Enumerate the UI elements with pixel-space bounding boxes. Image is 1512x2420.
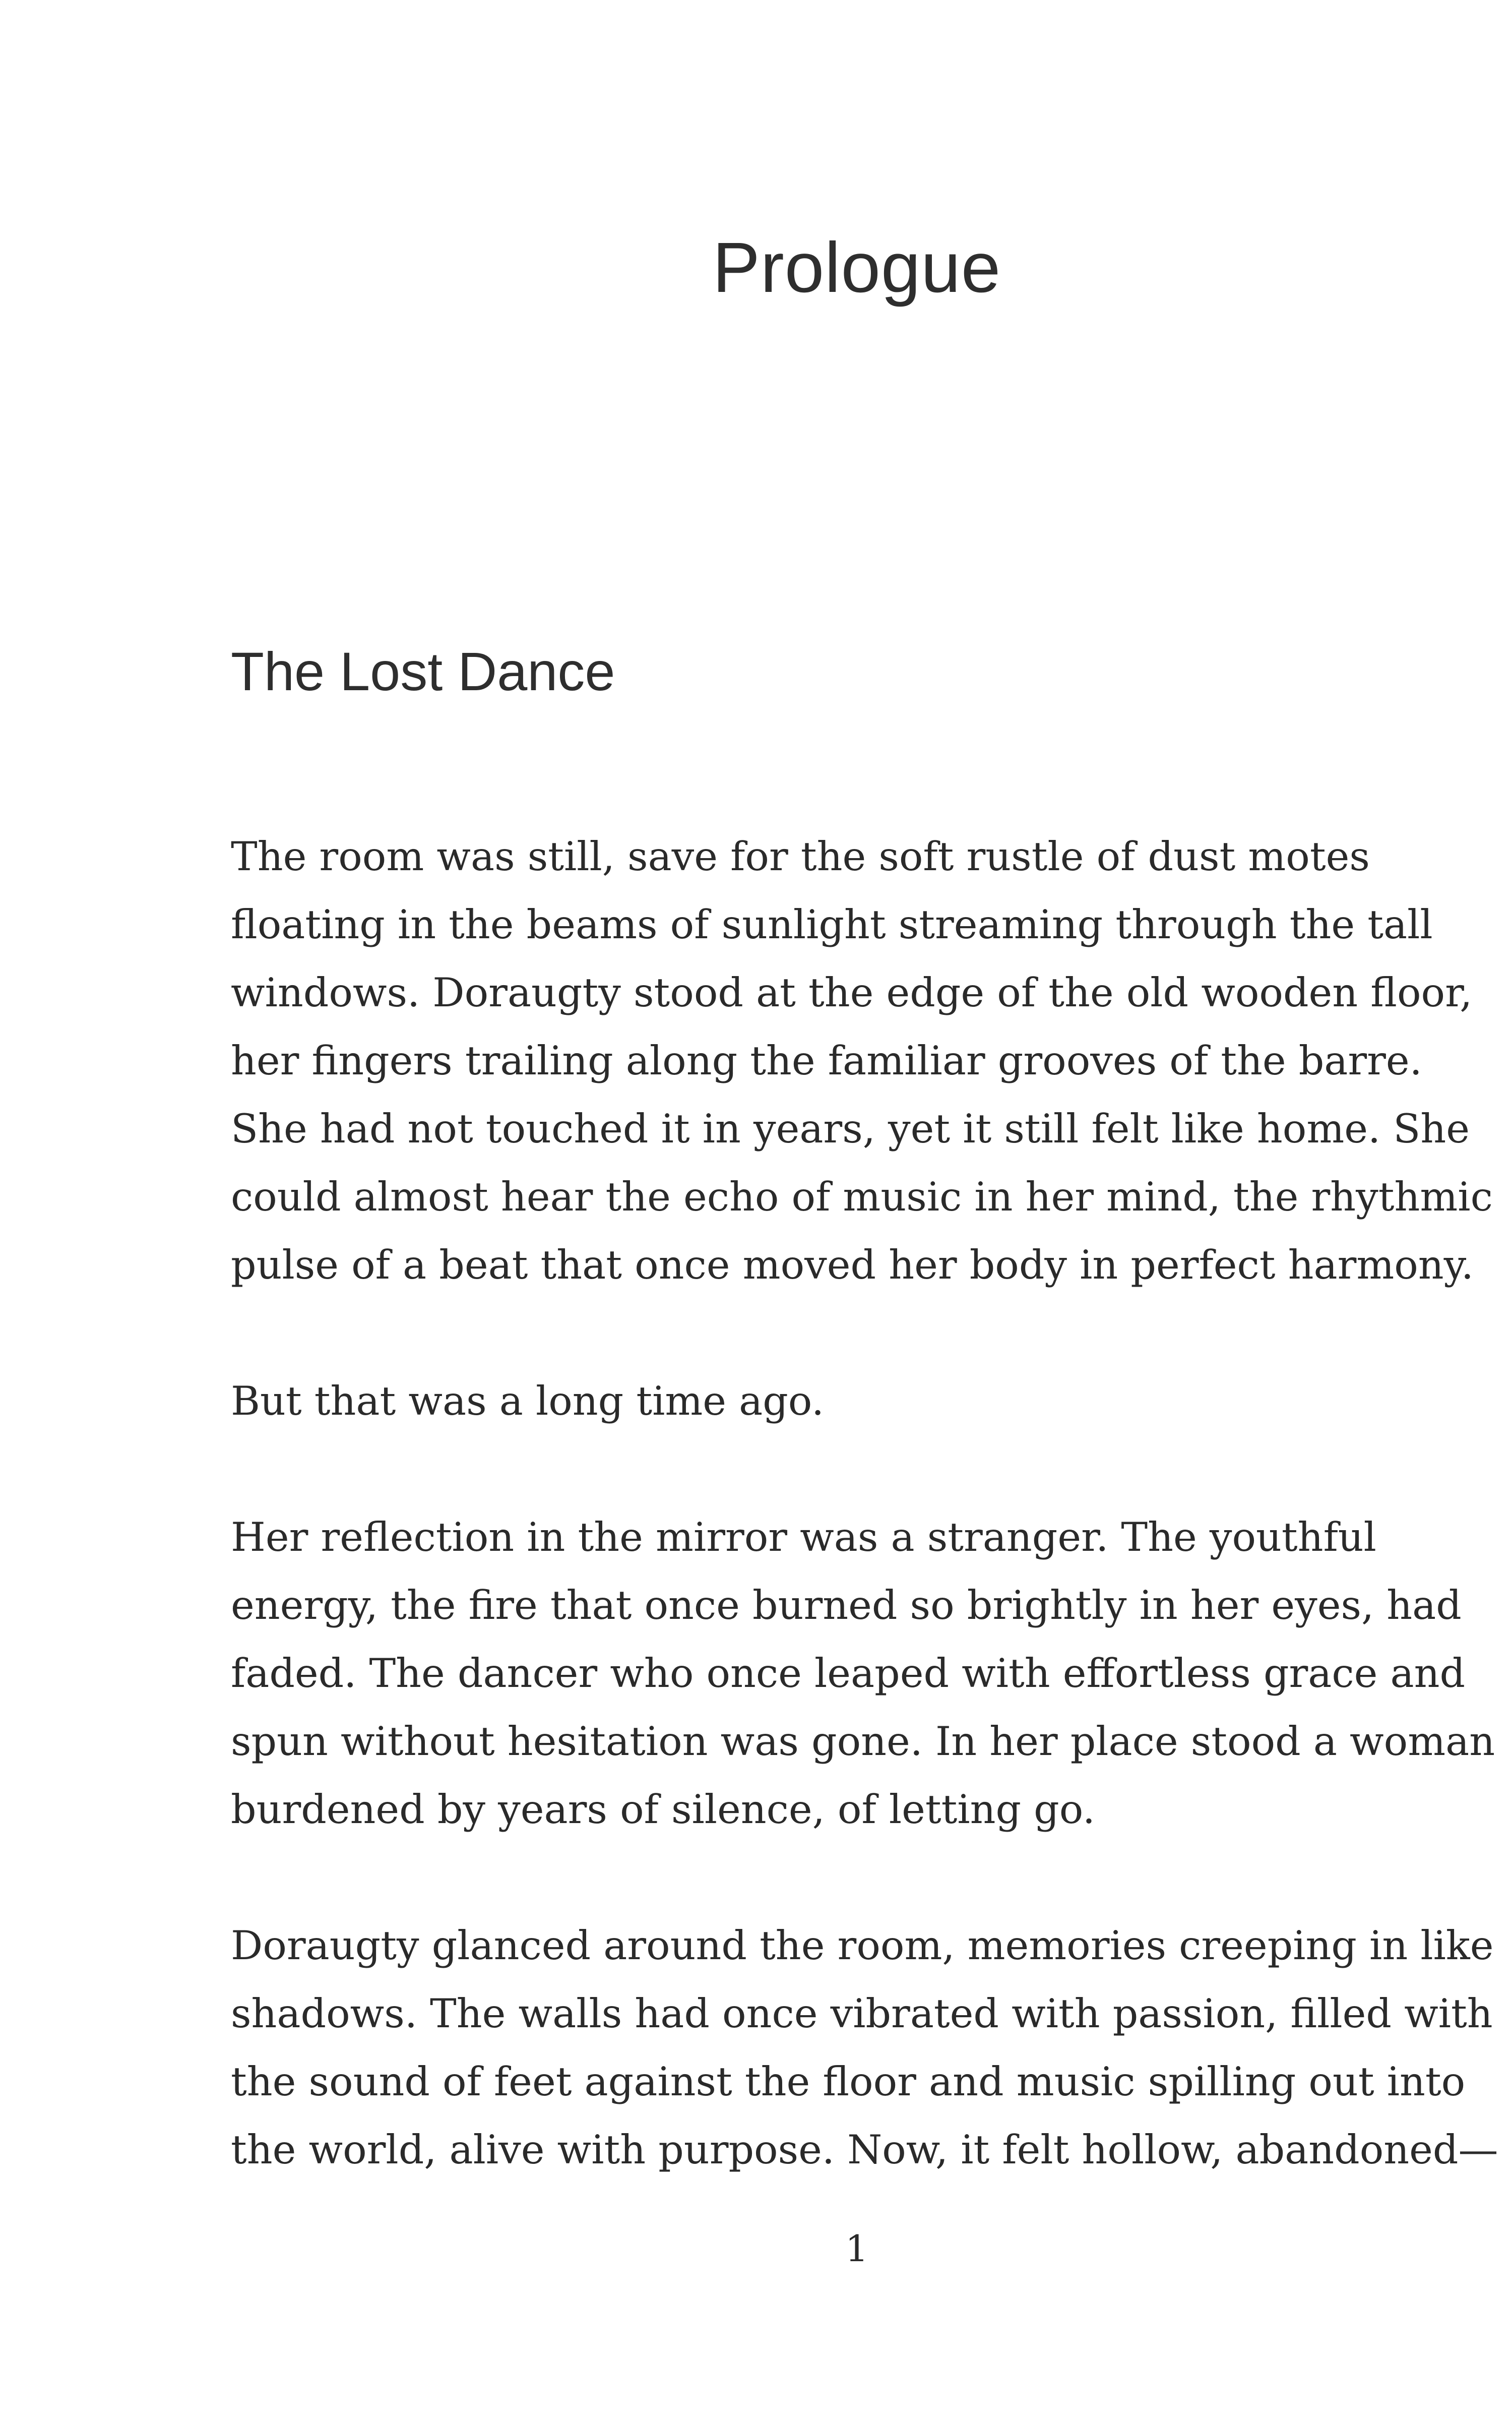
page-number: 1 [845,2227,868,2270]
body-text [231,823,1501,2184]
chapter-title: Prologue [712,227,1001,307]
paragraph: Her reflection in the mirror was a stranger. The youthful energy, the fire that once burned so brightly in her eyes, had faded. The dancer who once leaped with effortless grace and spun without hesitation was gone. In her place stood a woman burdened by years of silence, of letting go. [231,1514,1495,1833]
paragraph: Doraugty glanced around the room, memories creeping in like shadows. The walls had once vibrated with passion, filled with the sound of feet against the floor and music spilling out into the world, alive with purpose. Now, it felt hollow, abandoned— [231,1922,1498,2173]
paragraph: But that was a long time ago. [231,1378,825,1424]
section-title: The Lost Dance [231,641,615,702]
paragraph: The room was still, save for the soft rustle of dust motes floating in the beams of sunlight streaming through the tall windows. Doraugty stood at the edge of the old wooden floor, her fingers trailing along the familiar grooves of the barre. She had not touched it in years, yet it still felt like home. She could almost hear the echo of music in her mind, the rhythmic pulse of a beat that once moved her body in perfect harmony. [231,833,1493,1288]
